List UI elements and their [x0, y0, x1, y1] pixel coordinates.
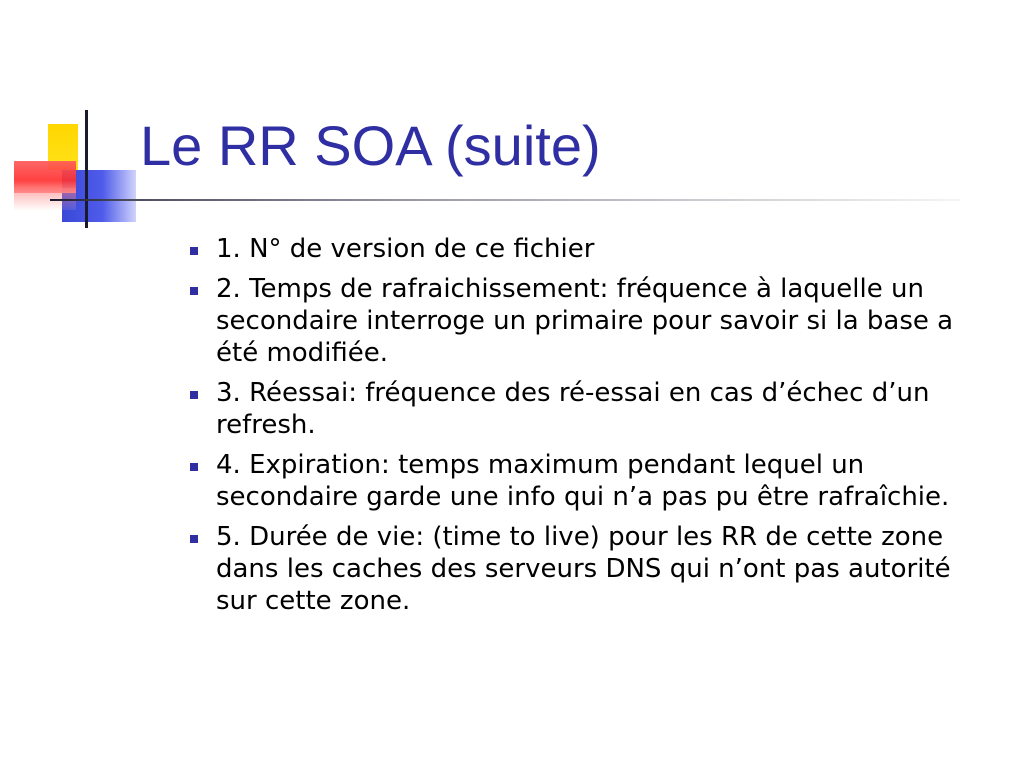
bullet-text: 4. Expiration: temps maximum pendant lequel un secondaire garde une info qui n’a pas pu être rafraîchie. [216, 450, 950, 512]
slide-title: Le RR SOA (suite) [140, 114, 601, 177]
bullet-item-4 [188, 449, 988, 513]
bullet-item-5 [188, 521, 988, 617]
bullet-item-1 [188, 233, 988, 265]
bullet-text: 3. Réessai: fréquence des ré-essai en cas d’échec d’un refresh. [216, 378, 930, 440]
bullet-item-2 [188, 273, 988, 369]
bullet-square-icon [190, 287, 198, 295]
bullet-square-icon [190, 247, 198, 255]
bullet-square-icon [190, 463, 198, 471]
logo-vertical-line [85, 110, 88, 228]
bullet-text: 1. N° de version de ce fichier [216, 234, 595, 264]
title-underline [50, 199, 960, 201]
bullet-square-icon [190, 535, 198, 543]
bullet-item-3 [188, 377, 988, 441]
bullet-text: 5. Durée de vie: (time to live) pour les RR de cette zone dans les caches des serveurs DNS qui n’ont pas autorité sur cette zone. [216, 522, 951, 616]
bullet-text: 2. Temps de rafraichissement: fréquence à laquelle un secondaire interroge un primaire pour savoir si la base a été modifiée. [216, 274, 954, 368]
bullet-list [188, 233, 988, 625]
bullet-square-icon [190, 391, 198, 399]
